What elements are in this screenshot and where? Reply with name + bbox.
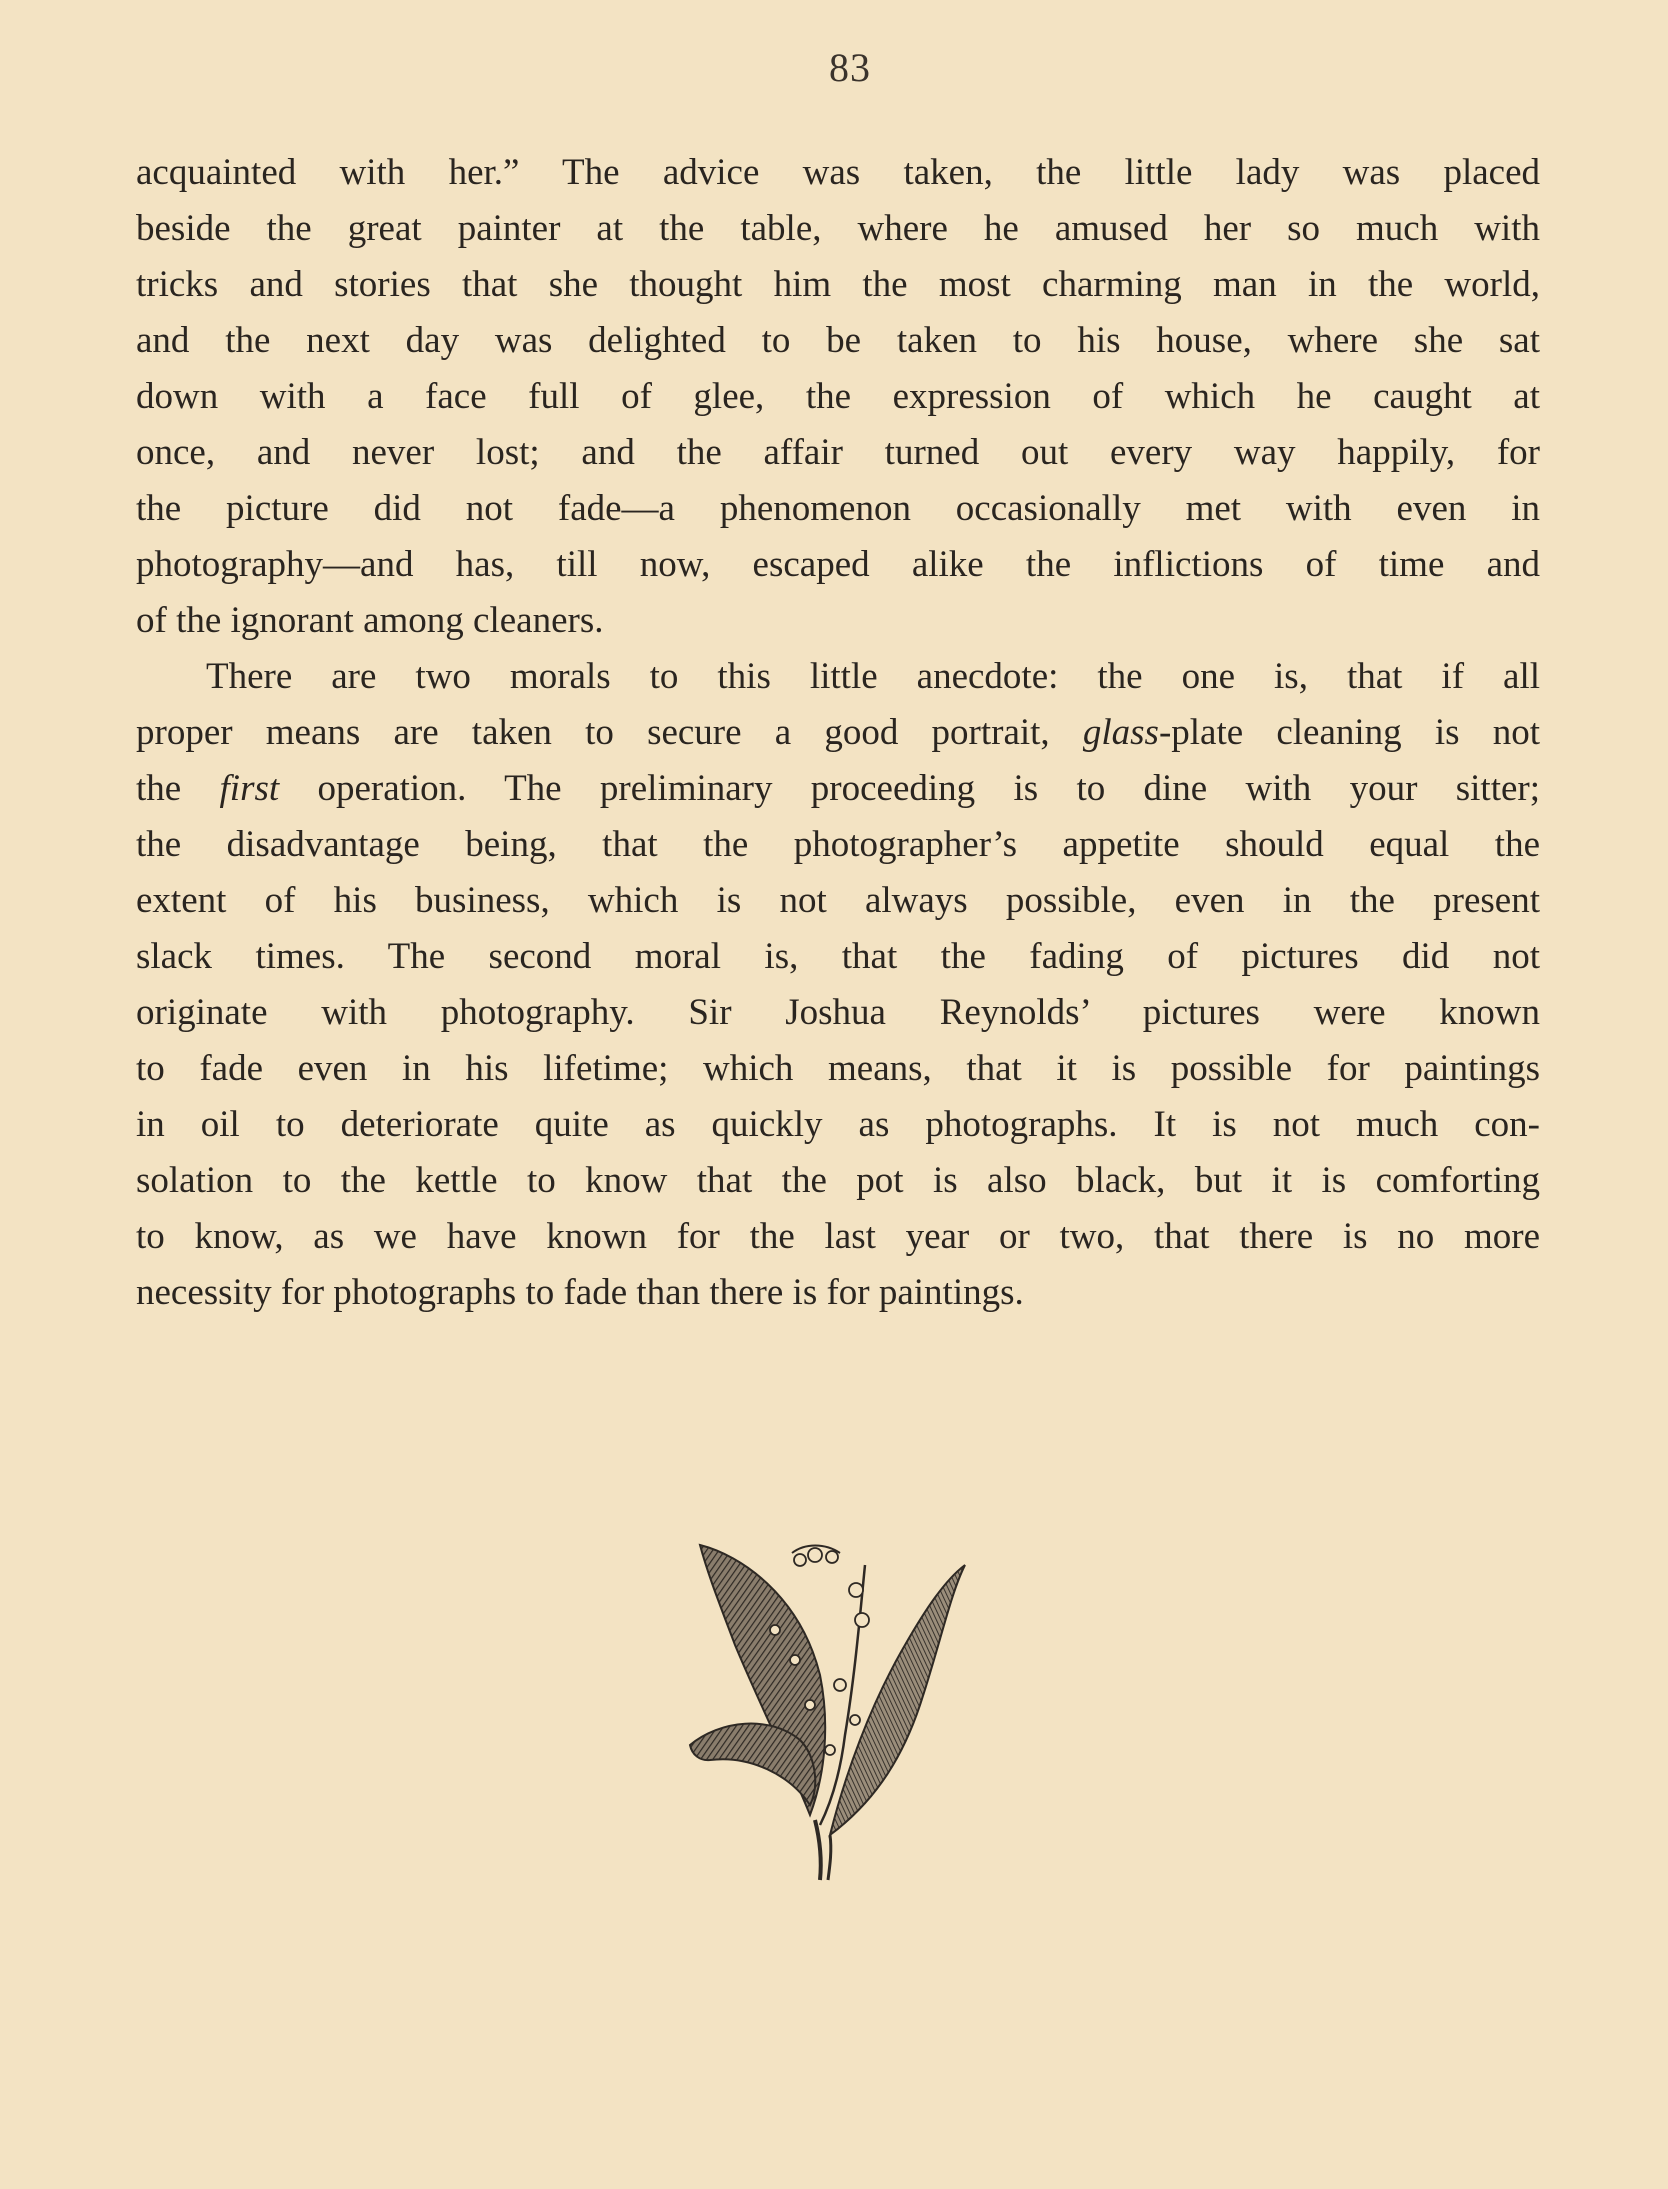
text-line: originate with photography. Sir Joshua Reynolds’ pictures were known bbox=[136, 992, 1540, 1033]
italic-word-glass: glass bbox=[1082, 712, 1159, 753]
paragraph-end-line: necessity for photographs to fade than there is for paintings. bbox=[136, 1272, 1024, 1313]
text-line: once, and never lost; and the affair turned out every way happily, for bbox=[136, 432, 1540, 473]
page-number: 83 bbox=[829, 45, 871, 90]
text-segment: -plate cleaning is not bbox=[1158, 712, 1540, 753]
italic-word-first: first bbox=[219, 768, 280, 809]
text-line: in oil to deteriorate quite as quickly as photographs. It is not much con- bbox=[136, 1104, 1540, 1145]
text-line: tricks and stories that she thought him the most charming man in the world, bbox=[136, 264, 1540, 305]
body-text bbox=[136, 145, 1540, 1321]
text-segment: proper means are taken to secure a good portrait, bbox=[136, 712, 1083, 753]
text-line: slack times. The second moral is, that the fading of pictures did not bbox=[136, 936, 1540, 977]
text-line: photography—and has, till now, escaped alike the inflictions of time and bbox=[136, 544, 1540, 585]
text-line: to fade even in his lifetime; which means, that it is possible for paintings bbox=[136, 1048, 1540, 1089]
text-line-with-italic bbox=[136, 761, 1540, 817]
text-line: to know, as we have known for the last year or two, that there is no more bbox=[136, 1216, 1540, 1257]
text-segment: the bbox=[136, 768, 220, 809]
text-line: down with a face full of glee, the expression of which he caught at bbox=[136, 376, 1540, 417]
text-line: the picture did not fade—a phenomenon occasionally met with even in bbox=[136, 488, 1540, 529]
text-line: extent of his business, which is not always possible, even in the present bbox=[136, 880, 1540, 921]
text-line: and the next day was delighted to be taken to his house, where she sat bbox=[136, 320, 1540, 361]
text-line: beside the great painter at the table, where he amused her so much with bbox=[136, 208, 1540, 249]
text-line: the disadvantage being, that the photographer’s appetite should equal the bbox=[136, 824, 1540, 865]
paragraph-end-line: of the ignorant among cleaners. bbox=[136, 600, 604, 641]
text-line-with-italic bbox=[136, 705, 1540, 761]
paragraph-start-line: There are two morals to this little anecdote: the one is, that if all bbox=[206, 656, 1540, 697]
lily-of-the-valley-engraving-icon bbox=[680, 1535, 980, 1885]
text-segment: operation. The preliminary proceeding is to dine with your sitter; bbox=[279, 768, 1540, 809]
text-line: solation to the kettle to know that the pot is also black, but it is comforting bbox=[136, 1160, 1540, 1201]
text-line: acquainted with her.” The advice was taken, the little lady was placed bbox=[136, 152, 1540, 193]
